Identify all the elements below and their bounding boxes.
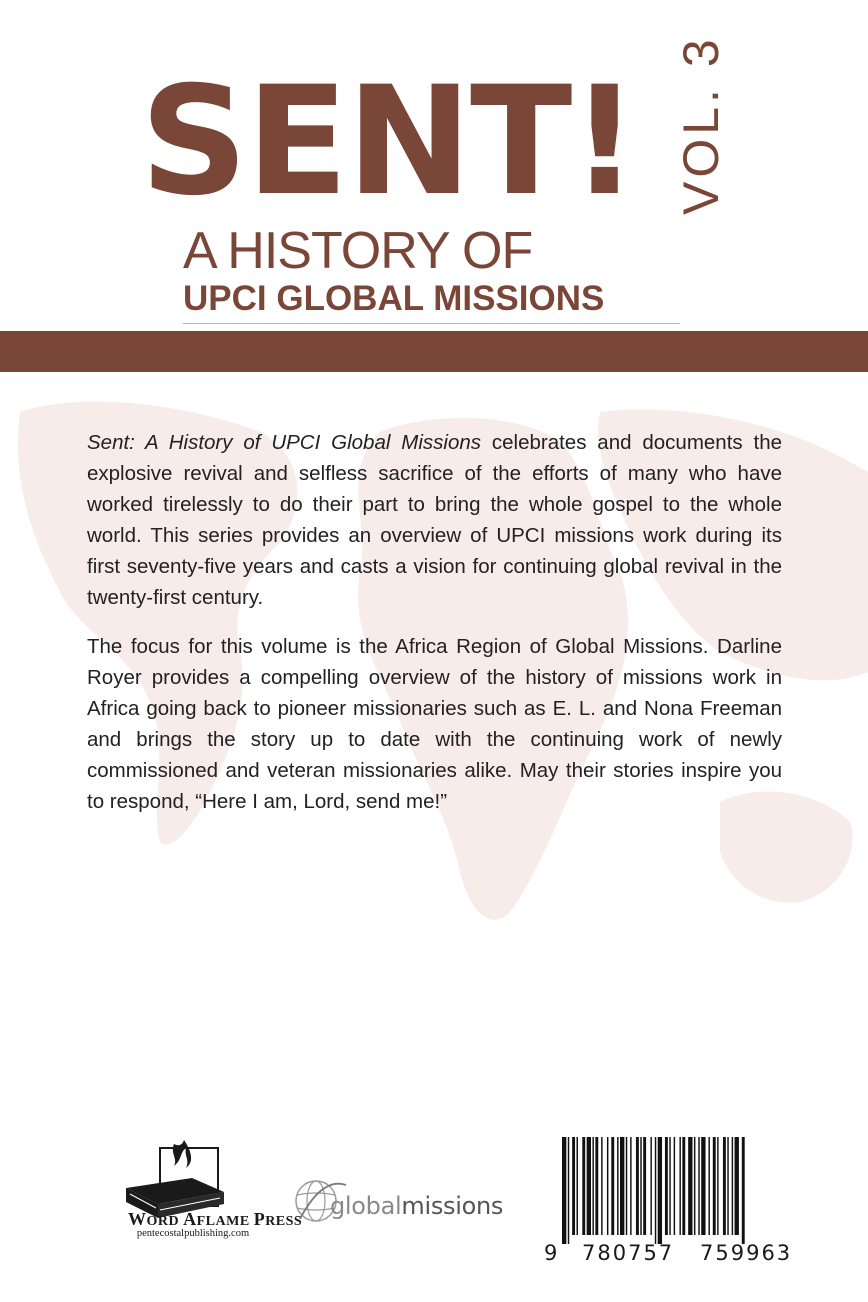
volume-label: VOL. 3 (673, 35, 729, 215)
blurb-book-title: Sent: A History of UPCI Global Missions (87, 431, 482, 454)
blurb-paragraph-1-text: celebrates and documents the explosive revival and selfless sacrifice of the efforts of many who have worked tirelessly to do their part to bring the whole gospel to the whole world. This series provides an overview of UPCI missions work during its first seventy-five years and casts a vision for continuing global revival in the twenty-first century. (87, 431, 783, 609)
cover-title: SENT! (140, 55, 637, 229)
cover-subtitle-line1: A HISTORY OF (183, 222, 533, 280)
publisher-name: WORD AFLAME PRESS (128, 1209, 303, 1229)
back-cover-blurb (87, 427, 782, 835)
book-with-flame-icon (120, 1140, 303, 1270)
blurb-paragraph-2: The focus for this volume is the Africa Region of Global Missions. Darline Royer provides a compelling overview of the history of missions work in Africa going back to pioneer missionaries such as E. L. and Nona Freeman and brings the story up to date with the continuing work of newly commissioned and veteran missionaries alike. May their stories inspire you to respond, “Here I am, Lord, send me!” (87, 635, 782, 813)
accent-band (0, 331, 868, 372)
barcode-right-digits: 759963 (700, 1241, 793, 1265)
global-missions-wordmark: globalmissions (330, 1192, 504, 1220)
barcode-left-digits: 780757 (582, 1241, 675, 1265)
cover-subtitle-line2: UPCI GLOBAL MISSIONS (183, 279, 605, 318)
isbn-barcode (560, 1137, 812, 1244)
publisher-url: pentecostalpublishing.com (136, 1228, 250, 1239)
barcode-first-digit: 9 (544, 1241, 560, 1265)
title-divider (183, 323, 680, 324)
blurb-paragraph-1 (87, 427, 782, 613)
